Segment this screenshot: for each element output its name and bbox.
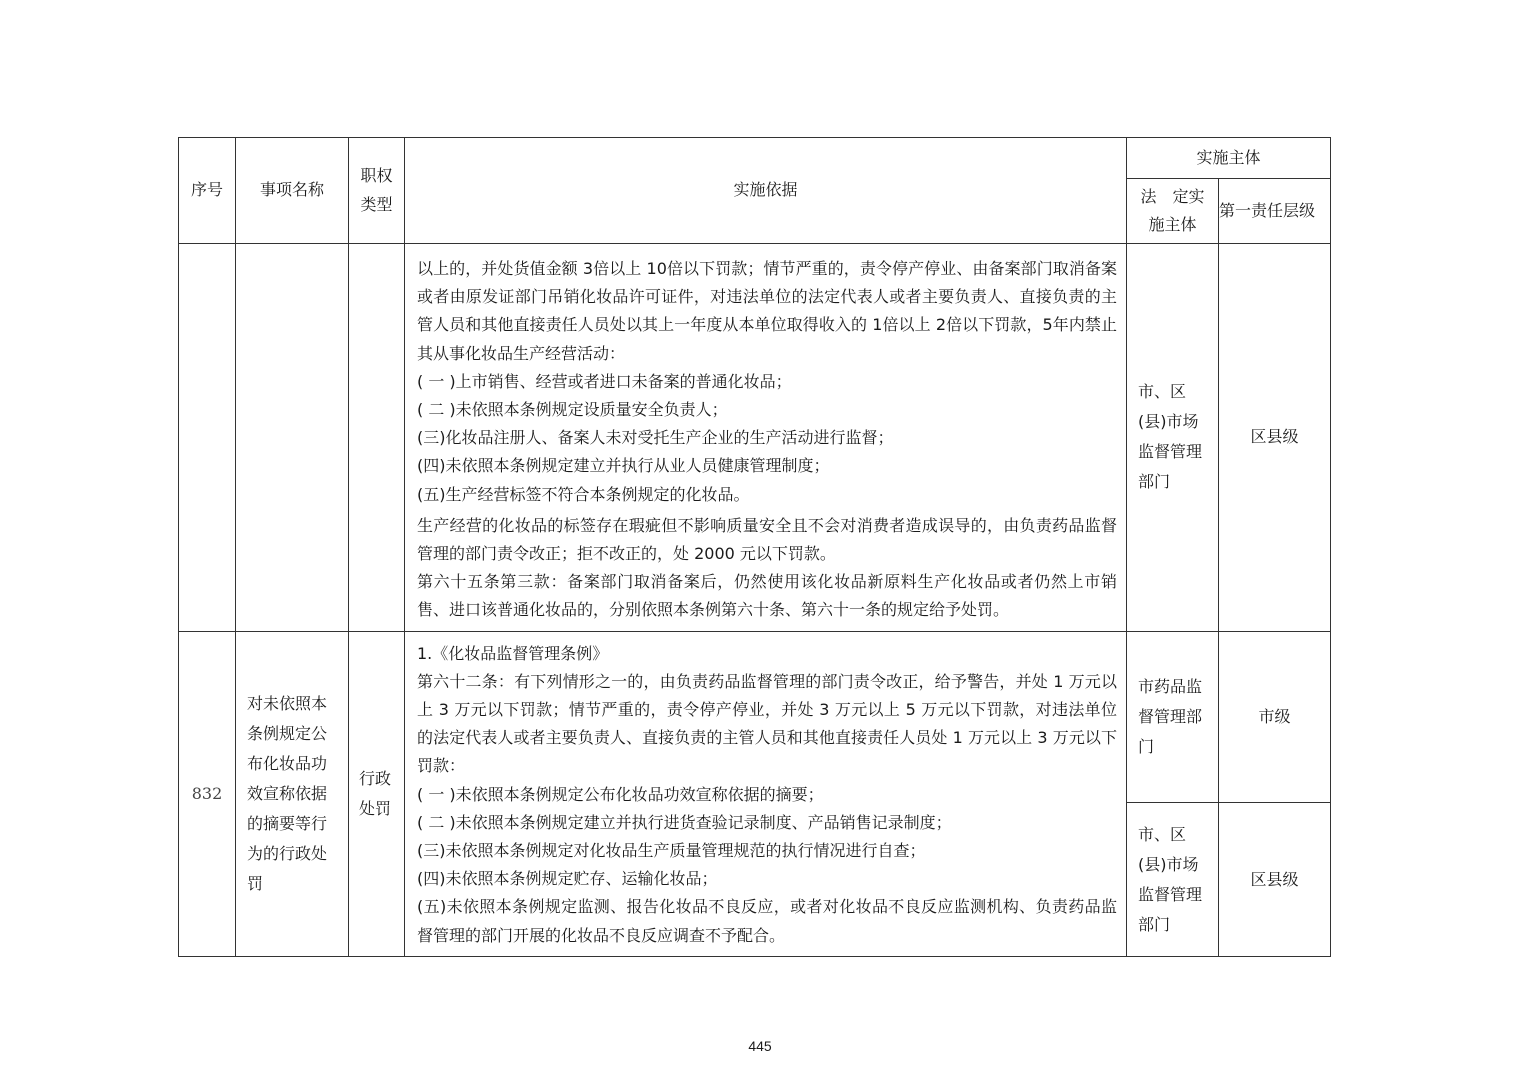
basis-line: (三)化妆品注册人、备案人未对受托生产企业的生产活动进行监督； [417, 428, 894, 448]
basis-line: ( 二 )未依照本条例规定建立并执行进货查验记录制度、产品销售记录制度； [417, 812, 952, 832]
header-power-type: 职权类型 [349, 138, 405, 244]
row-first-level: 市级 [1219, 631, 1331, 803]
basis-line: (五)未依照本条例规定监测、报告化妆品不良反应，或者对化妆品不良反应监测机构、负责药品监督管理的部门开展的化妆品不良反应调查不予配合。 [417, 897, 1117, 945]
basis-line: ( 一 )上市销售、经营或者进口未备案的普通化妆品； [417, 371, 792, 391]
basis-line: ( 二 )未依照本条例规定设质量安全负责人； [417, 400, 728, 420]
page-number: 445 [748, 1038, 772, 1054]
table-row [179, 631, 1331, 803]
header-seq: 序号 [179, 138, 236, 244]
row-power-type [349, 244, 405, 632]
header-item-name: 事项名称 [236, 138, 349, 244]
row-basis [405, 631, 1127, 956]
items-table [178, 137, 1331, 957]
basis-line: 1.《化妆品监督管理条例》 [417, 643, 609, 663]
basis-line: 第六十二条：有下列情形之一的，由负责药品监督管理的部门责令改正，给予警告，并处 1 万元以上 3 万元以下罚款；情节严重的，责令停产停业，并处 3 万元以上 5 万元以下罚款，对违法单位的法定代表人或者主要负责人、直接负责的主管人员和其他直接责任人员处 1 万元以上 3 万元以下罚款： [417, 671, 1117, 776]
basis-line: (五)生产经营标签不符合本条例规定的化妆品。 [417, 484, 750, 504]
header-subject: 实施主体 [1127, 138, 1331, 179]
row-legal-subject: 市、区(县)市场监督管理部门 [1127, 803, 1219, 956]
row-item-name [236, 244, 349, 632]
row-power-type: 行政处罚 [349, 631, 405, 956]
row-legal-subject: 市、区(县)市场监督管理部门 [1127, 244, 1219, 632]
header-legal-subject: 法 定实施主体 [1127, 179, 1219, 244]
basis-line: ( 一 )未依照本条例规定公布化妆品功效宣称依据的摘要； [417, 784, 824, 804]
basis-line: (四)未依照本条例规定建立并执行从业人员健康管理制度； [417, 456, 830, 476]
row-legal-subject: 市药品监督管理部门 [1127, 631, 1219, 803]
header-first-level: 第一责任层级 [1219, 179, 1331, 244]
basis-line: (四)未依照本条例规定贮存、运输化妆品； [417, 869, 718, 889]
row-basis [405, 244, 1127, 632]
row-item-name: 对未依照本条例规定公布化妆品功效宣称依据的摘要等行为的行政处罚 [236, 631, 349, 956]
basis-line: 第六十五条第三款：备案部门取消备案后，仍然使用该化妆品新原料生产化妆品或者仍然上市销售、进口该普通化妆品的，分别依照本条例第六十条、第六十一条的规定给予处罚。 [417, 572, 1117, 620]
header-basis: 实施依据 [405, 138, 1127, 244]
row-first-level: 区县级 [1219, 803, 1331, 956]
basis-line: (三)未依照本条例规定对化妆品生产质量管理规范的执行情况进行自查； [417, 841, 926, 861]
basis-line: 以上的，并处货值金额 3倍以上 10倍以下罚款；情节严重的，责令停产停业、由备案部门取消备案或者由原发证部门吊销化妆品许可证件，对违法单位的法定代表人或者主要负责人、直接负责的主管人员和其他直接责任人员处以其上一年度从本单位取得收入的 1倍以上 2倍以下罚款，5年内禁止其从事化妆品生产经营活动： [417, 259, 1117, 363]
row-seq [179, 244, 236, 632]
basis-line: 生产经营的化妆品的标签存在瑕疵但不影响质量安全且不会对消费者造成误导的，由负责药品监督管理的部门责令改正；拒不改正的，处 2000 元以下罚款。 [417, 515, 1117, 564]
row-seq: 832 [179, 631, 236, 956]
row-first-level: 区县级 [1219, 244, 1331, 632]
table-row [179, 244, 1331, 632]
